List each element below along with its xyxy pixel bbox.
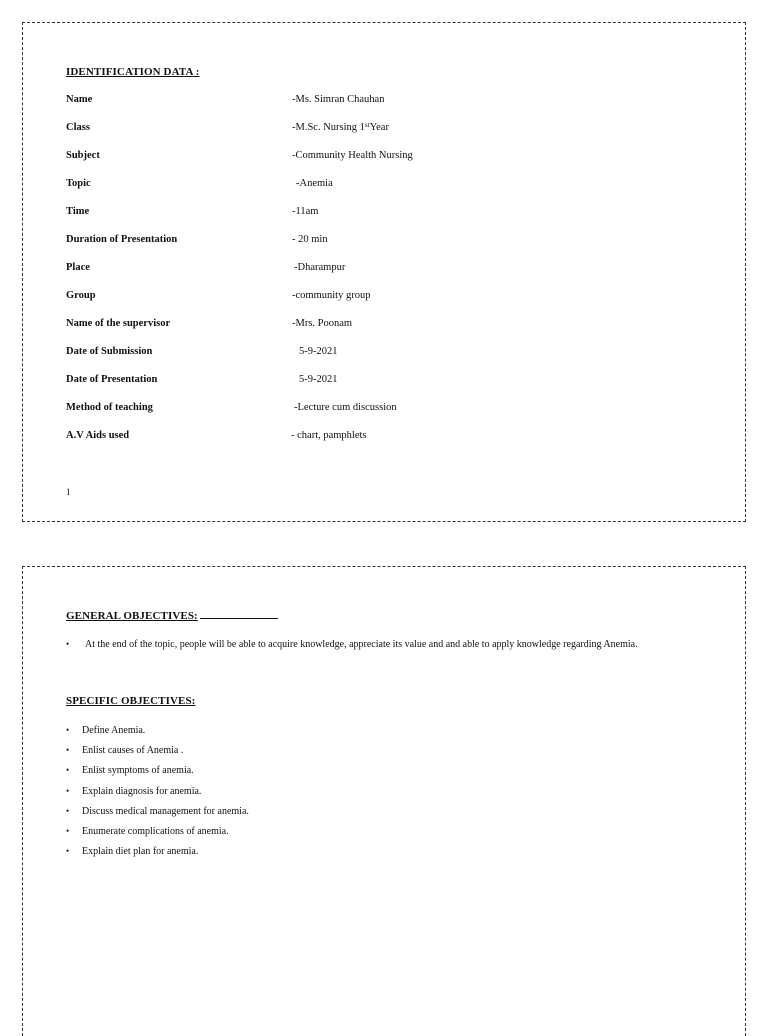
general-objective-text: [66, 639, 638, 650]
bullet-icon: •: [66, 825, 70, 836]
objective-text: Discuss medical management for anemia.: [82, 805, 249, 817]
heading-underline-fill: [200, 609, 278, 619]
objective-text: Enlist symptoms of anemia.: [82, 765, 194, 777]
list-item: [66, 826, 249, 846]
row-label: Method of teaching: [66, 402, 153, 413]
row-label: Duration of Presentation: [66, 234, 178, 245]
bullet-icon: •: [66, 805, 70, 816]
specific-objectives-list: [66, 725, 249, 866]
row-place: [66, 262, 706, 276]
specific-objectives-heading: SPECIFIC OBJECTIVES:: [66, 695, 196, 707]
row-av-aids: [66, 430, 706, 444]
row-value: -Dharampur: [294, 262, 346, 273]
list-item: [66, 806, 249, 826]
row-method: [66, 402, 706, 416]
page-1: [22, 22, 746, 522]
row-date-presentation: [66, 374, 706, 388]
bullet-icon: •: [66, 785, 70, 796]
row-value: - 20 min: [292, 234, 328, 245]
heading-colon: :: [192, 66, 200, 78]
row-date-submission: [66, 346, 706, 360]
general-heading-text: GENERAL OBJECTIVES:: [66, 610, 198, 622]
row-value: -Anemia: [296, 178, 333, 189]
bullet-icon: •: [66, 846, 70, 857]
list-item: [66, 786, 249, 806]
row-label: Subject: [66, 150, 100, 161]
row-value: -community group: [292, 290, 371, 301]
general-objectives-heading: [66, 609, 278, 622]
row-group: [66, 290, 706, 304]
class-value-suffix: Year: [369, 122, 389, 133]
row-subject: [66, 150, 706, 164]
list-item: [66, 846, 249, 866]
row-label: Topic: [66, 178, 91, 189]
row-label: Name: [66, 94, 93, 105]
row-duration: [66, 234, 706, 248]
row-value: -11am: [292, 206, 319, 217]
bullet-icon: •: [66, 745, 70, 756]
bullet-icon: •: [66, 639, 70, 649]
row-value: -Community Health Nursing: [292, 150, 413, 161]
list-item: [66, 745, 249, 765]
bullet-icon: •: [66, 765, 70, 776]
page-2: [22, 566, 746, 1036]
class-superscript: st: [364, 121, 370, 129]
row-topic: [66, 178, 706, 192]
row-time: [66, 206, 706, 220]
row-label: Place: [66, 262, 90, 273]
row-value: 5-9-2021: [299, 346, 338, 357]
row-value: -Lecture cum discussion: [294, 402, 397, 413]
objective-text: Enlist causes of Anemia .: [82, 745, 184, 757]
class-value-text: -M.Sc. Nursing 1: [292, 122, 365, 133]
general-objective-sentence: At the end of the topic, people will be able to acquire knowledge, appreciate its value and and able to apply knowledge regarding Anemia.: [85, 639, 638, 650]
page-number: 1: [66, 487, 71, 497]
row-class: [66, 122, 706, 136]
identification-data-heading: [66, 66, 200, 78]
row-label: Date of Submission: [66, 346, 153, 357]
row-label: Date of Presentation: [66, 374, 158, 385]
objective-text: Enumerate complications of anemia.: [82, 825, 229, 837]
row-value: [292, 122, 389, 133]
row-supervisor: [66, 318, 706, 332]
row-label: Group: [66, 290, 96, 301]
row-label: Time: [66, 206, 90, 217]
row-value: -Mrs. Poonam: [292, 318, 353, 329]
row-name: [66, 94, 706, 108]
row-value: - chart, pamphlets: [291, 430, 367, 441]
objective-text: Explain diagnosis for anemia.: [82, 785, 202, 797]
bullet-icon: •: [66, 725, 70, 735]
row-label: Class: [66, 122, 90, 133]
row-label: Name of the supervisor: [66, 318, 171, 329]
list-item: [66, 725, 249, 745]
objective-text: Explain diet plan for anemia.: [82, 846, 199, 858]
objective-text: Define Anemia.: [82, 725, 146, 736]
identification-heading-text: IDENTIFICATION DATA: [66, 66, 193, 78]
row-label: A.V Aids used: [66, 430, 130, 441]
list-item: [66, 765, 249, 785]
row-value: -Ms. Simran Chauhan: [292, 94, 385, 105]
row-value: 5-9-2021: [299, 374, 338, 385]
